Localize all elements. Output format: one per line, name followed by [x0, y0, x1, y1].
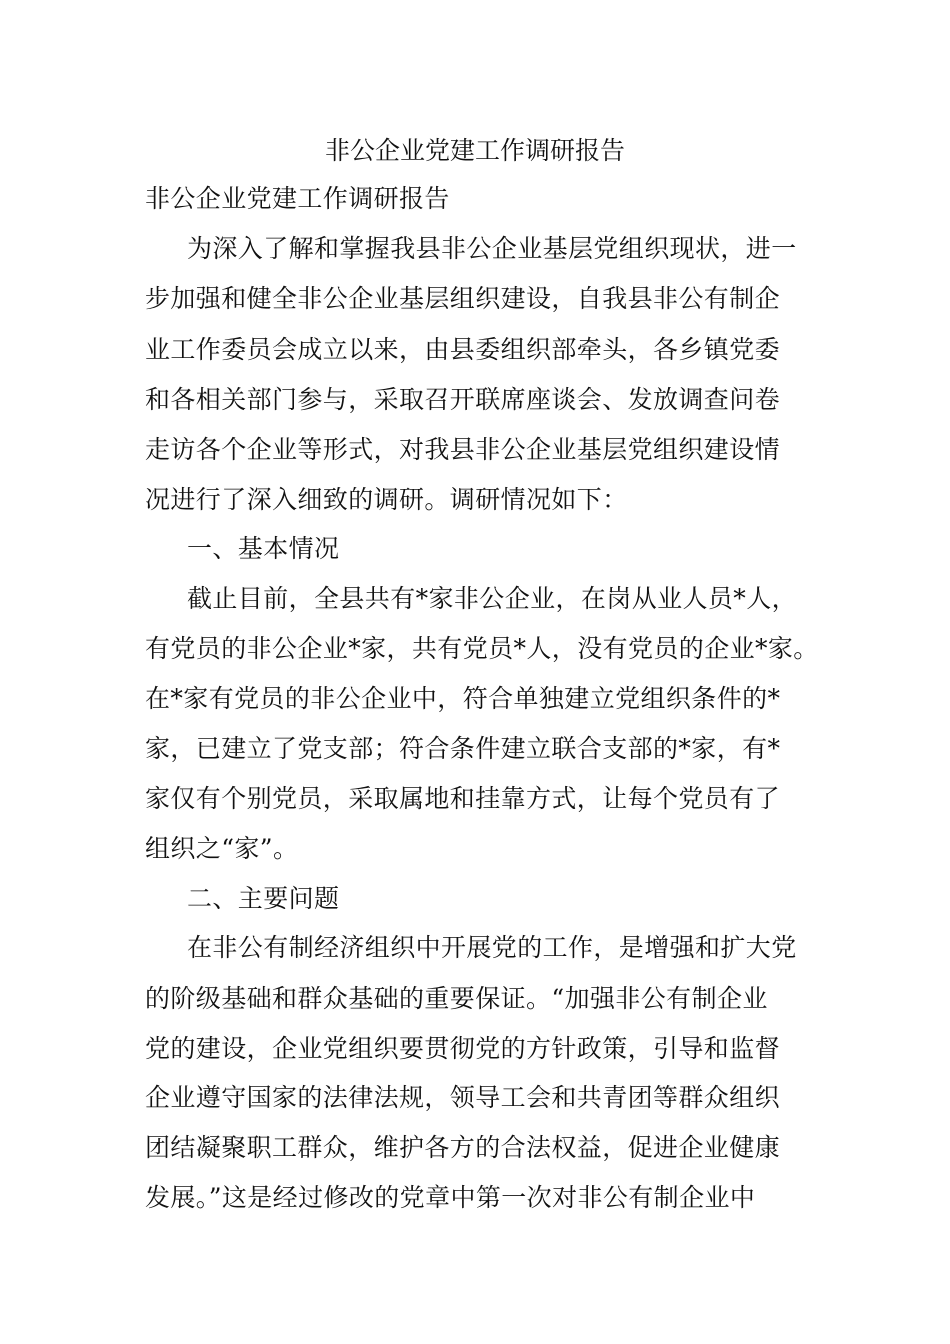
paragraph-line: 家，已建立了党支部；符合条件建立联合支部的*家，有* [145, 734, 781, 763]
paragraph-line: 团结凝聚职工群众，维护各方的合法权益，促进企业健康 [145, 1133, 781, 1162]
subtitle-line: 非公企业党建工作调研报告 [145, 184, 450, 213]
paragraph-line: 的阶级基础和群众基础的重要保证。“加强非公有制企业 [145, 984, 768, 1013]
paragraph-line: 在*家有党员的非公企业中，符合单独建立党组织条件的* [145, 684, 781, 713]
paragraph-line: 组织之“家”。 [145, 834, 299, 863]
paragraph-line: 为深入了解和掌握我县非公企业基层党组织现状，进一 [187, 234, 797, 263]
paragraph-line: 走访各个企业等形式，对我县非公企业基层党组织建设情 [145, 435, 781, 464]
paragraph-line: 家仅有个别党员，采取属地和挂靠方式，让每个党员有了 [145, 784, 781, 813]
paragraph-line: 在非公有制经济组织中开展党的工作，是增强和扩大党 [187, 933, 797, 962]
paragraph-line: 企业遵守国家的法律法规，领导工会和共青团等群众组织 [145, 1083, 781, 1112]
document-title: 非公企业党建工作调研报告 [324, 136, 625, 165]
paragraph-line: 发展。”这是经过修改的党章中第一次对非公有制企业中 [145, 1183, 756, 1212]
paragraph-line: 况进行了深入细致的调研。调研情况如下： [145, 485, 628, 514]
paragraph-line: 有党员的非公企业*家，共有党员*人，没有党员的企业*家。 [145, 634, 819, 663]
paragraph-line: 党的建设，企业党组织要贯彻党的方针政策，引导和监督 [145, 1034, 781, 1063]
paragraph-line: 步加强和健全非公企业基层组织建设，自我县非公有制企 [145, 284, 781, 313]
section-heading: 一、基本情况 [187, 534, 340, 563]
paragraph-line: 和各相关部门参与，采取召开联席座谈会、发放调查问卷 [145, 385, 781, 414]
paragraph-line: 业工作委员会成立以来，由县委组织部牵头，各乡镇党委 [145, 335, 781, 364]
section-heading: 二、主要问题 [187, 884, 340, 913]
paragraph-line: 截止目前，全县共有*家非公企业，在岗从业人员*人， [187, 584, 798, 613]
